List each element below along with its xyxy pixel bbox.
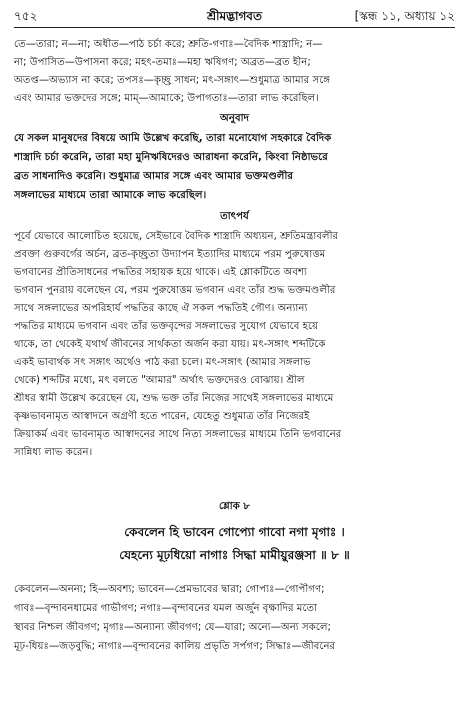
synonym-line: তে—তারা; ন—না; অধীত—পাঠ চর্চা করে; শ্রুতি-গণাঃ—বৈদিক শাস্ত্রাদি; ন—	[14, 39, 323, 50]
verse-heading: শ্লোক ৮	[218, 501, 251, 512]
header-rule	[14, 27, 455, 28]
page-number: ৭৫২	[14, 9, 38, 23]
translation-heading: অনুবাদ	[220, 113, 249, 124]
purport-line: পূর্বে যেভাবে আলোচিত হয়েছে, সেইভাবে বৈদিক শাস্ত্রাদি অধ্যয়ন, শ্রুতিমন্ত্রাবলীর	[14, 231, 339, 242]
purport-line: ভগবানের প্রীতিসাধনের পদ্ধতির সহায়ক হয়ে থাকে। এই শ্লোকটিতে অবশ্য	[14, 267, 307, 278]
synonym-line: না; উপাসিত—উপাসনা করে; মহৎ-তমাঃ—মহা ঋষিগণ; অব্রত—ব্রত হীন;	[14, 57, 311, 68]
running-header	[14, 8, 455, 26]
purport-line: থেকে) শব্দটির মধ্যে, মৎ বলতে "আমার" অর্থাৎ ভক্তদেরও বোঝায়। শ্রীল	[14, 375, 305, 386]
synonym-line: গাবঃ—বৃন্দাবনধামের গাভীগণ; নগাঃ—বৃন্দাবনের যমল অর্জুন বৃক্ষাদির মতো	[14, 603, 318, 614]
purport-line: প্রবক্তা গুরুবর্গের অর্চন, ব্রত-কৃচ্ছ্রতা উদ্যাপন ইত্যাদির মাধ্যমে পরম পুরুষোত্তম	[14, 249, 326, 260]
purport-line: থাকে, তা থেকেই যথার্থ জীবনের সার্থকতা অর্জন করা যায়। মৎ-সঙ্গাৎ শব্দটিকে	[14, 339, 326, 350]
synonym-line: অতপ্ত—অভ্যাস না করে; তপসঃ—কৃচ্ছ্র সাধন; মৎ-সঙ্গাৎ—শুধুমাত্র আমার সঙ্গে	[14, 75, 331, 86]
synonym-line: মূঢ়-ধিয়ঃ—জড়বুদ্ধি; নাগাঃ—বৃন্দাবনের কালিয় প্রভৃতি সর্পগণ; সিদ্ধাঃ—জীবনের	[14, 641, 336, 652]
synonym-line: স্থাবর নিশ্চল জীবগণ; মৃগাঃ—অন্যান্য জীবগণ; যে—যারা; অন্যে—অন্য সকলে;	[14, 622, 331, 633]
translation-line: যে সকল মানুষদের বিষয়ে আমি উল্লেখ করেছি, তারা মনোযোগ সহকারে বৈদিক	[14, 133, 332, 144]
purport-line: সাথে সঙ্গলাভের অপরিহার্য পদ্ধতির কাছে ঐ সকল পদ্ধতিই গৌণ। অন্যান্য	[14, 303, 308, 314]
verse-line: কেবলেন হি ভাবেন গোপ্যো গাবো নগা মৃগাঃ ।	[124, 525, 345, 539]
translation-line: ব্রত সাধনাদিও করেনি। শুধুমাত্র আমার সঙ্গে এবং আমার ভক্তমণ্ডলীর	[14, 171, 293, 182]
verse-line: যেহন্যে মূঢ়ধিয়ো নাগাঃ সিদ্ধা মামীয়ুরঞ্জসা ॥ ৮ ॥	[119, 548, 350, 562]
purport-line: শ্রীধর স্বামী উল্লেখ করেছেন যে, শুদ্ধ ভক্ত তাঁর নিজের সাথেই সঙ্গলাভের মাধ্যমে	[14, 393, 334, 404]
purport-heading: তাৎপর্য	[220, 211, 249, 222]
translation-line: শাস্ত্রাদি চর্চা করেনি, তারা মহা মুনিঋষিদেরও আরাধনা করেনি, কিংবা নিষ্ঠাভরে	[14, 152, 328, 163]
synonym-line: এবং আমার ভক্তদের সঙ্গে; মাম্—আমাকে; উপাগতাঃ—তারা লাভ করেছিল।	[14, 93, 319, 104]
translation-line: সঙ্গলাভের মাধ্যমে তারা আমাকে লাভ করেছিল।	[14, 190, 207, 201]
purport-line: সান্নিধ্য লাভ করেন।	[14, 447, 93, 458]
purport-line: ভগবান পুনরায় বলেছেন যে, পরম পুরুষোত্তম ভগবান এবং তাঁর শুদ্ধ ভক্তমণ্ডলীর	[14, 285, 336, 296]
purport-line: ক্রিয়াকর্ম এবং ভাবনামৃত আস্বাদনের সাথে নিত্য সঙ্গলাভের মাধ্যমে তিনি ভগবানের	[14, 429, 342, 440]
book-title: শ্রীমদ্ভাগবত	[206, 9, 262, 23]
purport-line: একই ভাবার্থক সৎ সঙ্গাৎ অর্থেও পাঠ করা চলে। মৎ-সঙ্গাৎ (আমার সঙ্গলাভ	[14, 357, 311, 368]
synonym-line: কেবলেন—অনন্য; হি—অবশ্য; ভাবেন—প্রেমভাবের দ্বারা; গোপ্যঃ—গোপীগণ;	[14, 584, 325, 595]
purport-line: পদ্ধতির মাধ্যমে ভগবান এবং তাঁর ভক্তবৃন্দের সঙ্গলাভের সুযোগ যেভাবে হয়ে	[14, 321, 319, 332]
chapter-reference: [স্কন্ধ ১১, অধ্যায় ১২	[354, 9, 455, 23]
purport-line: কৃষ্ণভাবনামৃত আস্বাদনে অগ্রণী হতে পারেন, যেহেতু শুধুমাত্র তাঁর নিজেরই	[14, 411, 310, 422]
